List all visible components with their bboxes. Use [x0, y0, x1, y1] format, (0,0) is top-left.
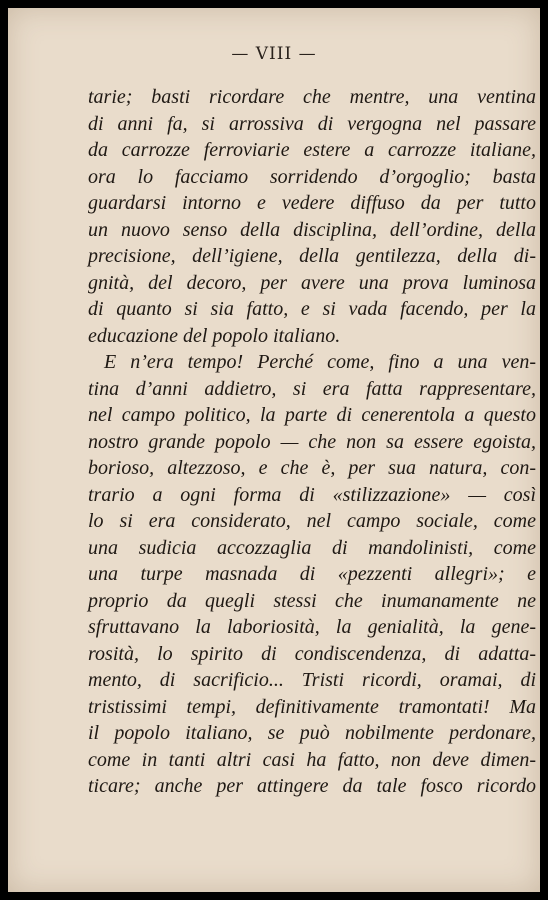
text-line: come in tanti altri casi ha fatto, non deve dimen-: [88, 748, 536, 771]
text-line: ora lo facciamo sorridendo d’orgoglio; basta: [88, 165, 536, 188]
text-line: borioso, altezzoso, e che è, per sua natura, con-: [88, 457, 536, 479]
text-line: una turpe masnada di «pezzenti allegri»; e: [88, 563, 536, 585]
text-line: nel campo politico, la parte di cenerentola a questo: [88, 404, 536, 426]
text-line: lo si era considerato, nel campo sociale, come: [88, 510, 536, 532]
text-line: il popolo italiano, se può nobilmente perdonare,: [88, 722, 536, 744]
paragraph-end-line: educazione del popolo italiano.: [88, 324, 341, 347]
text-line: gnità, del decoro, per avere una prova luminosa: [88, 271, 536, 294]
text-line: trario a ogni forma di «stilizzazione» — così: [88, 483, 536, 506]
text-line: sfruttavano la laboriosità, la genialità, la gene-: [88, 616, 536, 638]
paragraph-start-line: E n’era tempo! Perché come, fino a una ven-: [104, 351, 536, 373]
text-line: ticare; anche per attingere da tale fosco ricordo: [88, 775, 536, 797]
text-line: precisione, dell’igiene, della gentilezza, della di-: [88, 245, 536, 267]
body-text: [88, 84, 536, 800]
page-number: — VIII —: [231, 44, 317, 64]
text-line: un nuovo senso della disciplina, dell’ordine, della: [88, 218, 536, 241]
book-page: [8, 8, 540, 892]
text-line: di quanto si sia fatto, e si vada facendo, per la: [88, 298, 536, 320]
text-line: nostro grande popolo — che non sa essere egoista,: [88, 430, 536, 453]
text-line: da carrozze ferroviarie estere a carrozze italiane,: [88, 139, 536, 161]
text-line: mento, di sacrificio... Tristi ricordi, oramai, di: [88, 669, 536, 691]
text-line: tarie; basti ricordare che mentre, una ventina: [88, 86, 536, 108]
text-line: rosità, lo spirito di condiscendenza, di adatta-: [88, 642, 536, 665]
text-line: tristissimi tempi, definitivamente tramontati! Ma: [88, 695, 536, 718]
text-line: guardarsi intorno e vedere diffuso da per tutto: [88, 192, 536, 214]
text-line: una sudicia accozzaglia di mandolinisti, come: [88, 536, 536, 559]
text-line: proprio da quegli stessi che inumanamente ne: [88, 589, 536, 612]
text-line: di anni fa, si arrossiva di vergogna nel passare: [88, 112, 536, 135]
text-line: tina d’anni addietro, si era fatta rappresentare,: [88, 377, 536, 400]
